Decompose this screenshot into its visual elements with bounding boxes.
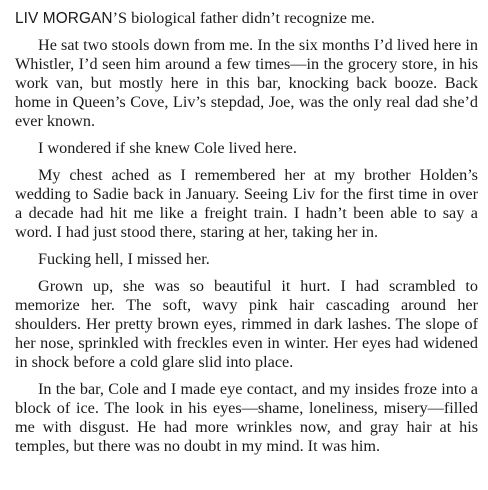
- paragraph: Grown up, she was so beautiful it hurt. I had scrambled to memorize her. The soft, wavy pink hair cascading around her shoulders. Her pretty brown eyes, rimmed in dark lashes. The slope of her nose, sprinkled with freckles even in winter. Her eyes had widened in shock before a cold glare slid into place.: [15, 277, 478, 371]
- paragraph: In the bar, Cole and I made eye contact, and my insides froze into a block of ice. The look in his eyes—shame, loneliness, misery—filled me with disgust. He had more wrinkles now, and gray hair at his temples, but there was no doubt in my mind. It was him.: [15, 380, 478, 455]
- paragraph: I wondered if she knew Cole lived here.: [38, 139, 297, 157]
- paragraph: He sat two stools down from me. In the six months I’d lived here in Whistler, I’d seen him around a few times—in the grocery store, in his work van, but mostly here in this bar, knocking back booze. Back home in Queen’s Cove, Liv’s stepdad, Joe, was the only real dad she’d ever known.: [15, 36, 478, 130]
- book-page: [15, 9, 478, 464]
- opening-lead-caps: LIV MORGAN: [15, 10, 113, 27]
- opening-lead-rest: ’S biological father didn’t recognize me.: [112, 9, 375, 27]
- paragraph: Fucking hell, I missed her.: [38, 250, 210, 268]
- paragraph: My chest ached as I remembered her at my brother Holden’s wedding to Sadie back in January. Seeing Liv for the first time in over a decade had hit me like a freight train. I hadn’t been able to say a word. I had just stood there, staring at her, taking her in.: [15, 166, 478, 241]
- opening-paragraph: [15, 9, 478, 28]
